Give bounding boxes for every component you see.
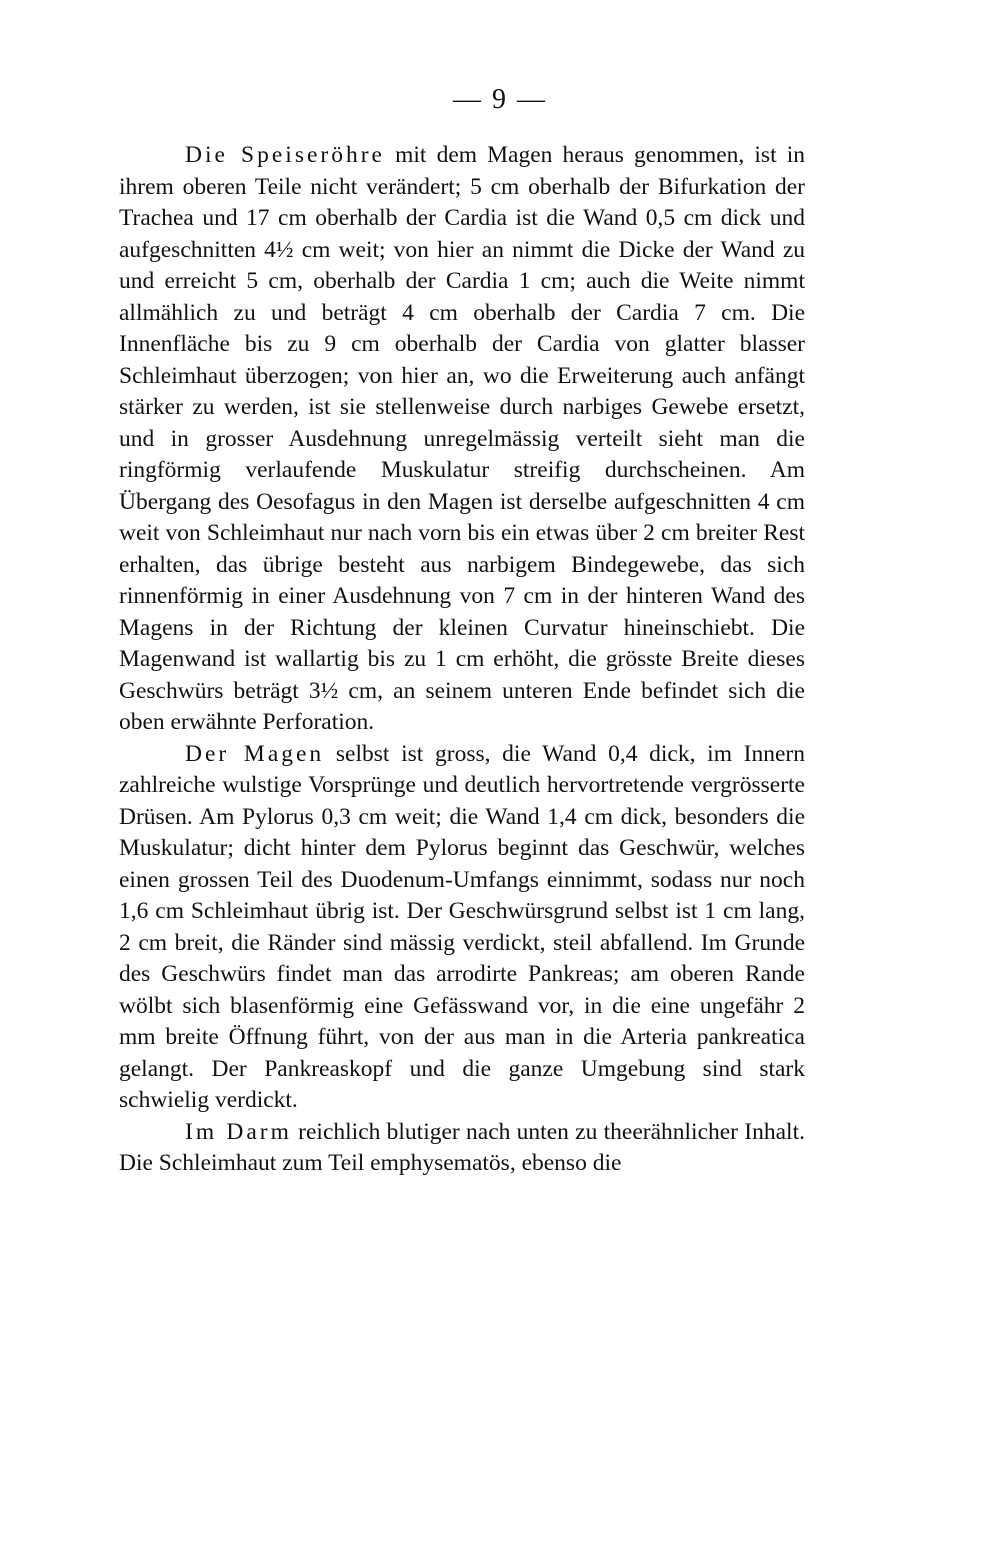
body-text [119, 140, 805, 1180]
paragraph-lead: Die Speiseröhre [185, 142, 385, 168]
paragraph-speiseroehre [119, 140, 805, 739]
paragraph-lead: Im Darm [185, 1118, 292, 1145]
paragraph-text: selbst ist gross, die Wand 0,4 dick, im Innern zahlreiche wulstige Vorsprünge und deutlich hervortretende vergrösserte Drüsen. Am Pylorus 0,3 cm weit; die Wand 1,4 cm dick, besonders die Muskulatur; dicht hinter dem Pylorus beginnt das Geschwür, welches einen grossen Teil des Duodenum-Umfangs einnimmt, sodass nur noch 1,6 cm Schleimhaut übrig ist. Der Geschwürsgrund selbst ist 1 cm lang, 2 cm breit, die Ränder sind mässig verdickt, steil abfallend. Im Grunde des Geschwürs findet man das arrodirte Pankreas; am oberen Rande wölbt sich blasenförmig eine Gefässwand vor, in die eine ungefähr 2 mm breite Öffnung führt, von der aus man in die Arteria pankreatica gelangt. Der Pankreaskopf und die ganze Umgebung sind stark schwielig verdickt. [119, 740, 806, 1113]
paragraph-text: mit dem Magen heraus genommen, ist in ihrem oberen Teile nicht verändert; 5 cm oberhalb der Bifurkation der Trachea und 17 cm oberhalb der Cardia ist die Wand 0,5 cm dick und aufgeschnitten 4½ cm weit; von hier an nimmt die Dicke der Wand zu und erreicht 5 cm, oberhalb der Cardia 1 cm; auch die Weite nimmt allmählich zu und beträgt 4 cm oberhalb der Cardia 7 cm. Die Innenfläche bis zu 9 cm oberhalb der Cardia von glatter blasser Schleimhaut überzogen; von hier an, wo die Erweiterung auch anfängt stärker zu werden, ist sie stellenweise durch narbiges Gewebe ersetzt, und in grosser Ausdehnung unregelmässig verteilt sieht man die ringförmig verlaufende Muskulatur streifig durchscheinen. Am Übergang des Oesofagus in den Magen ist derselbe aufgeschnitten 4 cm weit von Schleimhaut nur nach vorn bis ein etwas über 2 cm breiter Rest erhalten, das übrige besteht aus narbigem Bindegewebe, das sich rinnenförmig in einer Ausdehnung von 7 cm in der hinteren Wand des Magens in der Richtung der kleinen Curvatur hineinschiebt. Die Magenwand ist wallartig bis zu 1 cm erhöht, die grösste Breite dieses Geschwürs beträgt 3½ cm, an seinem unteren Ende befindet sich die oben erwähnte Perforation. [119, 142, 805, 735]
paragraph-text: reichlich blutiger nach unten zu theerähnlicher Inhalt. Die Schleimhaut zum Teil emphysematös, ebenso die [119, 1118, 805, 1176]
paragraph-lead: Der Magen [185, 740, 325, 767]
page-number: — 9 — [453, 84, 547, 115]
paragraph-darm [119, 1117, 805, 1180]
paragraph-magen [119, 739, 805, 1117]
